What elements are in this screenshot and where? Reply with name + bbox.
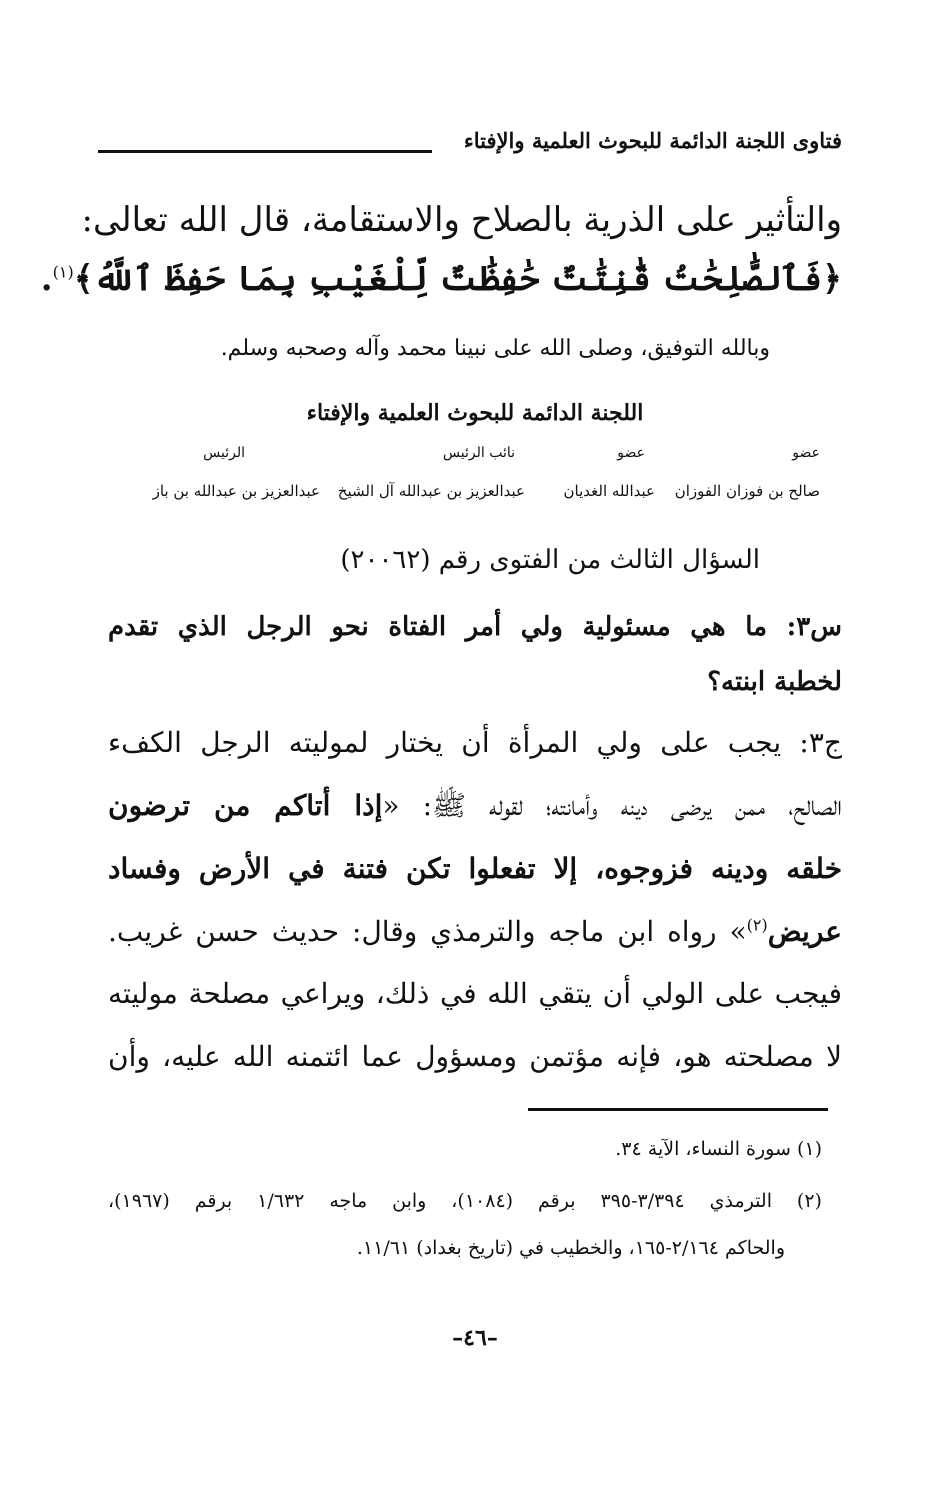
closing-line: وبالله التوفيق، وصلى الله على نبينا محمد وآله وصحبه وسلم. [220, 336, 770, 361]
hadith-text: إذا أتاكم من ترضون [108, 789, 383, 822]
answer-text: الصالح، ممن يرضى دينه وأمانته؛ لقوله ﷺ: « [382, 789, 842, 822]
member-name: عبدالعزيز بن عبدالله آل الشيخ [337, 482, 525, 500]
committee-name: اللجنة الدائمة للبحوث العلمية والإفتاء [306, 400, 644, 426]
question-line: لخطبة ابنته؟ [707, 667, 842, 697]
answer-line [108, 789, 842, 829]
member-title: عضو [617, 445, 645, 461]
hadith-text: عريض [767, 915, 842, 948]
answer-line [108, 852, 842, 885]
footnote: والحاكم ٢/١٦٤-١٦٥، والخطيب في (تاريخ بغداد) ١١/٦١. [356, 1237, 785, 1259]
verse-text: ﴿فَٱلصَّٰلِحَٰتُ قَٰنِتَٰتٌ حَٰفِظَٰتٌ لِّلْغَيْبِ بِمَا حَفِظَ ٱللَّهُ﴾ [73, 259, 842, 299]
question-line: س٣: ما هي مسئولية ولي أمر الفتاة نحو الرجل الذي تقدم [108, 612, 843, 642]
verse-end: . [40, 259, 53, 299]
answer-line: لا مصلحته هو، فإنه مؤتمن ومسؤول عما ائتمنه الله عليه، وأن [108, 1040, 842, 1073]
answer-text: » رواه ابن ماجه والترمذي وقال: حديث حسن غريب. [108, 915, 747, 948]
member-title: الرئيس [203, 445, 245, 461]
hadith-text: خلقه ودينه فزوجوه، إلا تفعلوا تكن فتنة في الأرض وفساد [108, 852, 842, 885]
header-rule [98, 150, 432, 153]
footnote: (٢) الترمذي ٣/٣٩٤-٣٩٥ برقم (١٠٨٤)، وابن ماجه ١/٦٣٢ برقم (١٩٦٧)، [108, 1190, 822, 1212]
answer-line: فيجب على الولي أن يتقي الله في ذلك، ويراعي مصلحة موليته [108, 977, 842, 1010]
member-name: عبدالعزيز بن عبدالله بن باز [152, 482, 320, 500]
answer-line: ج٣: يجب على ولي المرأة أن يختار لموليته الرجل الكفء [108, 726, 842, 759]
quran-verse [41, 258, 842, 299]
footnote-rule [528, 1108, 828, 1111]
answer-line [108, 915, 842, 948]
member-name: صالح بن فوزان الفوزان [674, 482, 820, 500]
member-title: عضو [792, 445, 820, 461]
footnote: (١) سورة النساء، الآية ٣٤. [615, 1138, 822, 1160]
running-header-title: فتاوى اللجنة الدائمة للبحوث العلمية والإفتاء [463, 128, 842, 153]
member-name: عبدالله الغديان [563, 482, 655, 500]
intro-line: والتأثير على الذرية بالصلاح والاستقامة، قال الله تعالى: [81, 200, 842, 240]
page-number: – ٤٦ – [0, 1325, 950, 1351]
member-title: نائب الرئيس [442, 445, 515, 461]
verse-footnote-marker: (١) [52, 262, 74, 282]
fatwa-reference: السؤال الثالث من الفتوى رقم (٢٠٠٦٢) [340, 545, 760, 575]
hadith-footnote-marker: (٢) [746, 915, 768, 935]
